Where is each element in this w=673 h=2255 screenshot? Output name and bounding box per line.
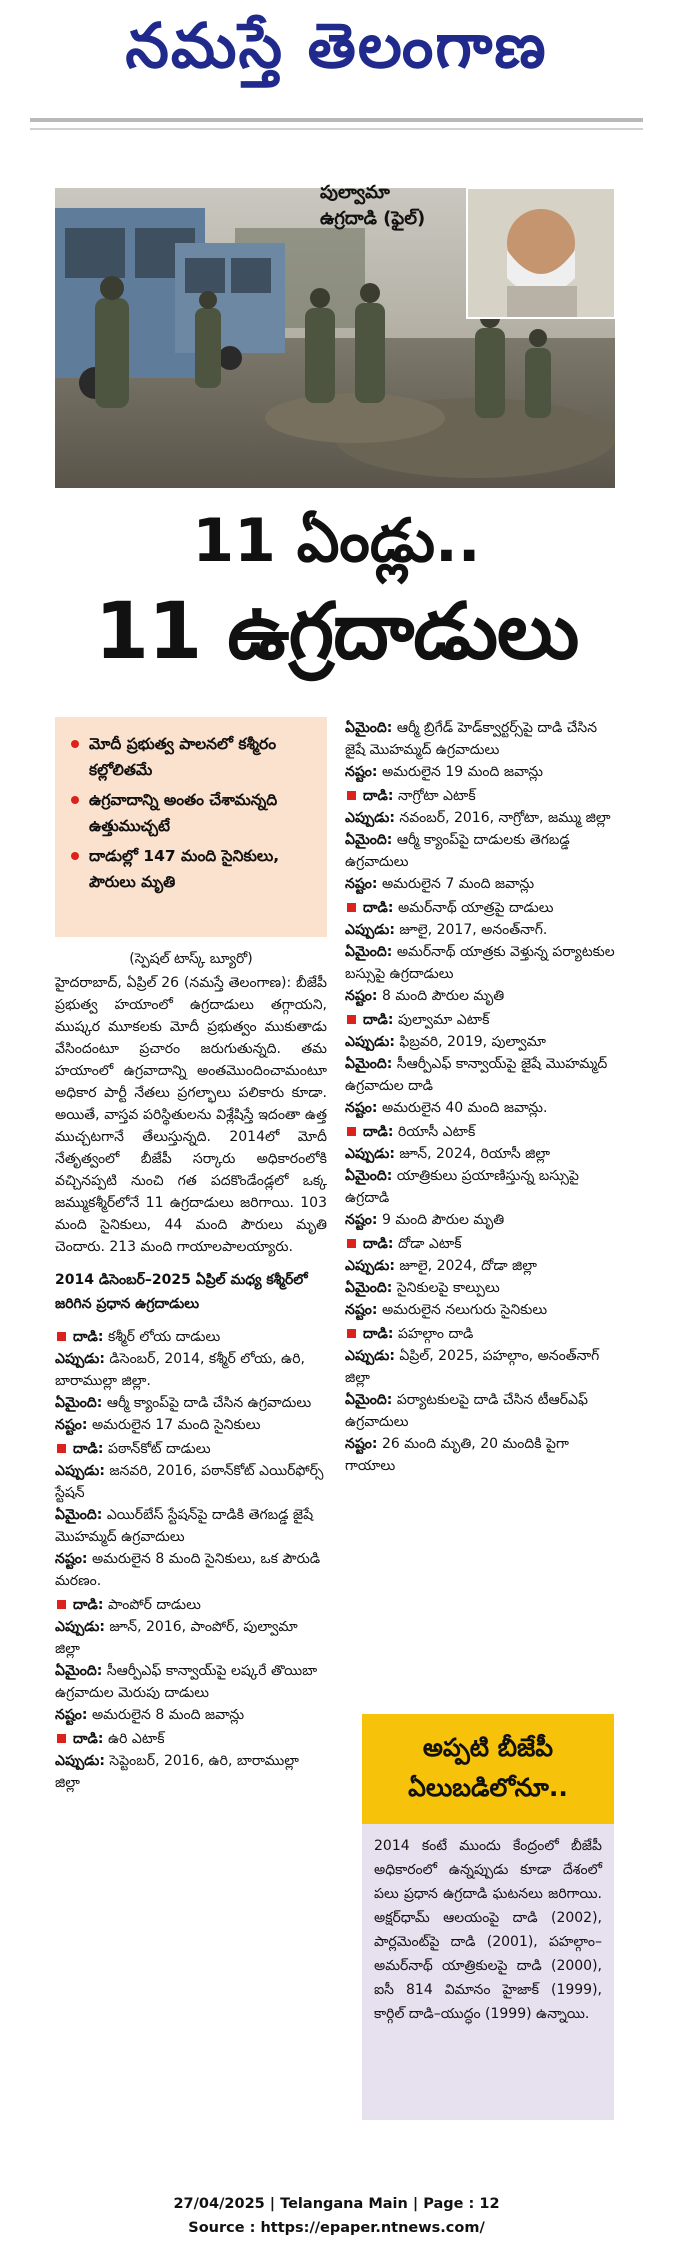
attack-type-value: ఉరి ఎటాక్ <box>107 1731 165 1747</box>
attack-entry <box>55 1728 327 1794</box>
attack-loss-label: నష్టం: <box>345 1212 378 1228</box>
footer-date-page: 27/04/2025 | Telangana Main | Page : 12 <box>173 2196 500 2212</box>
attack-loss <box>345 985 617 1007</box>
attack-what <box>345 1165 617 1209</box>
highlights-box <box>55 717 327 937</box>
attack-type-label: దాడి: <box>363 1326 394 1342</box>
attack-type <box>55 1728 327 1750</box>
attack-loss-value: అమరులైన నలుగురు సైనికులు <box>381 1302 548 1318</box>
byline: (స్పెషల్ టాస్క్ బ్యూరో) <box>129 951 253 967</box>
attack-loss-value: అమరులైన 7 మంది జవాన్లు <box>381 876 535 892</box>
attack-loss-value: అమరులైన 17 మంది సైనికులు <box>91 1417 261 1433</box>
attack-entry <box>345 1009 617 1119</box>
attack-entry <box>345 897 617 1007</box>
section-heading: 2014 డిసెంబర్–2025 ఏప్రిల్ మధ్య కశ్మీర్‌లో జరిగిన ప్రధాన ఉగ్రదాడులు <box>55 1272 308 1312</box>
page-footer <box>0 2192 673 2240</box>
attack-loss-value: అమరులైన 40 మంది జవాన్లు. <box>381 1100 548 1116</box>
sidebar-title: అప్పటి బీజేపీ ఏలుబడిలోనూ.. <box>362 1714 614 1824</box>
attack-when-value: జూలై, 2024, దోడా జిల్లా <box>399 1258 537 1274</box>
attack-loss-label: నష్టం: <box>345 764 378 780</box>
attack-when <box>345 919 617 941</box>
attack-loss-value: 26 మంది మృతి, 20 మందికి పైగా గాయాలు <box>345 1436 569 1474</box>
attack-when-label: ఎప్పుడు: <box>345 922 395 938</box>
attack-entry <box>345 785 617 895</box>
attack-what-label: ఏమైంది: <box>55 1663 103 1679</box>
attack-when-value: ఫిబ్రవరి, 2019, పుల్వామా <box>399 1034 546 1050</box>
attack-loss-value: 9 మంది పౌరుల మృతి <box>381 1212 505 1228</box>
attack-entry <box>55 1594 327 1726</box>
masthead-rule <box>30 118 643 122</box>
attack-when-value: జూలై, 2017, అనంత్‌నాగ్. <box>399 922 548 938</box>
attack-loss <box>345 1299 617 1321</box>
attack-when-value: జూన్, 2016, పాంపోర్, పుల్వామా జిల్లా <box>55 1619 298 1657</box>
attack-list-right <box>345 717 617 1477</box>
attack-what-label: ఏమైంది: <box>345 1056 393 1072</box>
attack-when <box>55 1750 327 1794</box>
attack-what <box>55 1392 327 1414</box>
footer-source: Source : https://epaper.ntnews.com/ <box>188 2220 485 2236</box>
attack-what-label: ఏమైంది: <box>345 1392 393 1408</box>
masthead <box>0 0 673 120</box>
attack-what <box>55 1660 327 1704</box>
article-column-left <box>55 948 327 1796</box>
attack-what <box>345 717 617 761</box>
attack-what <box>345 829 617 873</box>
attack-when-label: ఎప్పుడు: <box>55 1619 105 1635</box>
attack-when <box>345 1345 617 1389</box>
attack-loss-label: నష్టం: <box>345 988 378 1004</box>
attack-when-label: ఎప్పుడు: <box>345 1034 395 1050</box>
attack-list-left <box>55 1326 327 1794</box>
attack-when <box>55 1616 327 1660</box>
attack-loss-value: అమరులైన 8 మంది జవాన్లు <box>91 1707 245 1723</box>
attack-type <box>345 1009 617 1031</box>
attack-type-value: పహల్గాం దాడి <box>397 1326 474 1342</box>
attack-when-label: ఎప్పుడు: <box>345 1258 395 1274</box>
attack-type-value: పఠాన్‌కోట్ దాడులు <box>107 1441 211 1457</box>
headline-line-1: 11 ఏండ్లు.. <box>192 506 481 576</box>
attack-what-value: అమర్‌నాథ్ యాత్రకు వెళ్తున్న పర్యాటకుల బస్సుపై ఉగ్రదాడులు <box>345 944 615 982</box>
attack-when-value: డిసెంబర్, 2014, కశ్మీర్ లోయ, ఉరి, బారాముల్లా జిల్లా. <box>55 1351 305 1389</box>
attack-type-label: దాడి: <box>363 788 394 804</box>
sidebar-body: 2014 కంటే ముందు కేంద్రంలో బీజేపీ అధికారంలో ఉన్నప్పుడు కూడా దేశంలో పలు ప్రధాన ఉగ్రదాడి ఘటనలు జరిగాయి. అక్షర్‌ధామ్ ఆలయంపై దాడి (2002), పార్లమెంట్‌పై దాడి (2001), పహల్గాం–అమర్‌నాథ్ యాత్రికులపై దాడి (2000), ఐసీ 814 విమానం హైజాక్ (1999), కార్గిల్ దాడి–యుద్ధం (1999) ఉన్నాయి. <box>362 1824 614 2120</box>
attack-loss <box>345 873 617 895</box>
attack-loss-label: నష్టం: <box>345 876 378 892</box>
attack-loss-label: నష్టం: <box>55 1551 88 1567</box>
highlight-item: మోదీ ప్రభుత్వ పాలనలో కశ్మీరం కల్లోలితమే <box>69 731 317 783</box>
attack-type-value: నాగ్రోటా ఎటాక్ <box>397 788 476 804</box>
attack-when <box>345 1143 617 1165</box>
attack-type-label: దాడి: <box>363 1124 394 1140</box>
attack-what-value: ఎయిర్‌బేస్ స్టేషన్‌పై దాడికి తెగబడ్డ జైషే మొహమ్మద్ ఉగ్రవాదులు <box>55 1507 314 1545</box>
attack-loss-label: నష్టం: <box>55 1417 88 1433</box>
attack-what-value: యాత్రికులు ప్రయాణిస్తున్న బస్సుపై ఉగ్రదాడి <box>345 1168 579 1206</box>
attack-type-label: దాడి: <box>363 900 394 916</box>
highlight-item: దాడుల్లో 147 మంది సైనికులు, పౌరులు మృతి <box>69 843 317 895</box>
attack-type <box>55 1326 327 1348</box>
attack-when-label: ఎప్పుడు: <box>55 1351 105 1367</box>
attack-type-value: అమర్‌నాథ్ యాత్రపై దాడులు <box>397 900 554 916</box>
attack-loss <box>55 1704 327 1726</box>
attack-when-value: నవంబర్, 2016, నాగ్రోటా, జమ్ము జిల్లా <box>399 810 611 826</box>
attack-what-value: సీఆర్పీఎఫ్ కాన్వాయ్‌పై జైషే మొహమ్మద్ ఉగ్రవాదుల దాడి <box>345 1056 608 1094</box>
attack-entry <box>55 1438 327 1592</box>
attack-type-value: రియాసీ ఎటాక్ <box>397 1124 476 1140</box>
attack-what <box>345 941 617 985</box>
photo-caption <box>320 180 490 232</box>
attack-type-value: కశ్మీర్ లోయ దాడులు <box>107 1329 221 1345</box>
attack-type-label: దాడి: <box>73 1731 104 1747</box>
attack-type <box>345 1233 617 1255</box>
attack-loss <box>345 761 617 783</box>
highlight-item: ఉగ్రవాదాన్ని అంతం చేశామన్నది ఉత్తుముచ్చటే <box>69 787 317 839</box>
attack-entry <box>345 1233 617 1321</box>
attack-type <box>55 1438 327 1460</box>
attack-when-value: జూన్, 2024, రియాసీ జిల్లా <box>399 1146 551 1162</box>
attack-when-label: ఎప్పుడు: <box>345 810 395 826</box>
attack-loss <box>345 1433 617 1477</box>
attack-what-value: సైనికులపై కాల్పులు <box>396 1280 500 1296</box>
masthead-rule-thin <box>30 128 643 130</box>
attack-type-value: పుల్వామా ఎటాక్ <box>397 1012 490 1028</box>
attack-what-value: పర్యాటకులపై దాడి చేసిన టీఆర్‌ఎఫ్ ఉగ్రవాదులు <box>345 1392 588 1430</box>
attack-when-label: ఎప్పుడు: <box>345 1146 395 1162</box>
attack-type <box>55 1594 327 1616</box>
attack-what <box>345 1389 617 1433</box>
attack-loss <box>345 1097 617 1119</box>
attack-when-label: ఎప్పుడు: <box>55 1463 105 1479</box>
attack-loss <box>345 1209 617 1231</box>
attack-what-value: ఆర్మీ క్యాంప్‌పై దాడి చేసిన ఉగ్రవాదులు <box>106 1395 312 1411</box>
attack-when <box>55 1348 327 1392</box>
attack-what-label: ఏమైంది: <box>55 1395 103 1411</box>
attack-when-value: ఏప్రిల్, 2025, పహల్గాం, అనంత్‌నాగ్ జిల్లా <box>345 1348 600 1386</box>
attack-loss-value: అమరులైన 8 మంది సైనికులు, ఒక పౌరుడి మరణం. <box>55 1551 321 1589</box>
attack-type-label: దాడి: <box>73 1441 104 1457</box>
attack-loss-label: నష్టం: <box>55 1707 88 1723</box>
attack-when-label: ఎప్పుడు: <box>55 1753 105 1769</box>
attack-when-value: సెప్టెంబర్, 2016, ఉరి, బారాముల్లా జిల్లా <box>55 1753 299 1791</box>
attack-when <box>345 1031 617 1053</box>
attack-what-value: ఆర్మీ క్యాంప్‌పై దాడులకు తెగబడ్డ ఉగ్రవాదులు <box>345 832 570 870</box>
attack-type-label: దాడి: <box>363 1012 394 1028</box>
attack-what-label: ఏమైంది: <box>345 944 393 960</box>
attack-entry <box>345 717 617 783</box>
attack-what-label: ఏమైంది: <box>345 832 393 848</box>
photo-caption-line: ఉగ్రదాడి (ఫైల్) <box>320 208 426 229</box>
attack-what-value: సీఆర్పీఎఫ్ కాన్వాయ్‌పై లష్కరే తొయిబా ఉగ్రవాదుల మెరుపు దాడులు <box>55 1663 318 1701</box>
attack-type-label: దాడి: <box>73 1597 104 1613</box>
attack-what <box>345 1277 617 1299</box>
attack-entry <box>345 1323 617 1477</box>
attack-type-label: దాడి: <box>73 1329 104 1345</box>
attack-type-value: పాంపోర్ దాడులు <box>107 1597 201 1613</box>
attack-type-value: దోడా ఎటాక్ <box>397 1236 462 1252</box>
attack-what <box>55 1504 327 1548</box>
attack-entry <box>55 1326 327 1436</box>
attack-loss <box>55 1548 327 1592</box>
news-photo <box>55 188 615 488</box>
attack-when-value: జనవరి, 2016, పఠాన్‌కోట్ ఎయిర్‌ఫోర్స్ స్టేషన్ <box>55 1463 324 1501</box>
attack-loss <box>55 1414 327 1436</box>
attack-type <box>345 1323 617 1345</box>
headline <box>30 500 643 682</box>
attack-what-label: ఏమైంది: <box>55 1507 103 1523</box>
attack-when-label: ఎప్పుడు: <box>345 1348 395 1364</box>
attack-loss-value: 8 మంది పౌరుల మృతి <box>381 988 505 1004</box>
headline-line-2: 11 ఉగ్రదాడులు <box>94 587 579 677</box>
attack-what <box>345 1053 617 1097</box>
article-column-right <box>345 717 617 1479</box>
attack-loss-label: నష్టం: <box>345 1436 378 1452</box>
attack-what-label: ఏమైంది: <box>345 720 393 736</box>
article-body: హైదరాబాద్, ఏప్రిల్ 26 (నమస్తే తెలంగాణ): బీజేపీ ప్రభుత్వ హయాంలో ఉగ్రదాడులు తగ్గాయని, ముష్కర మూకలకు మోదీ ప్రభుత్వం ముకుతాడు వేసిందంటూ ప్రచారం జరుగుతున్నది. తమ హయాంలో ఉగ్రవాదాన్ని అంతమొందించామంటూ అధికార పార్టీ నేతలు ప్రగల్భాలు పలికారు కూడా. అయితే, వాస్తవ పరిస్థితులను విశ్లేషిస్తే ఇదంతా ఉత్త ముచ్చటగానే తేలుస్తున్నది. 2014లో మోదీ నేతృత్వంలో బీజేపీ సర్కారు అధికారంలోకి వచ్చినప్పటి నుంచి గత పదకొండేండ్లలో ఒక్క జమ్ముకశ్మీర్‌లోనే 11 ఉగ్రదాడులు జరిగాయి. 103 మంది సైనికులు, 44 మంది పౌరులు మృతి చెందారు. 213 మంది గాయాలపాలయ్యారు. <box>55 975 327 1255</box>
attack-when <box>345 1255 617 1277</box>
attack-what-label: ఏమైంది: <box>345 1168 393 1184</box>
photo-caption-line: పుల్వామా <box>320 182 390 203</box>
attack-what-label: ఏమైంది: <box>345 1280 393 1296</box>
attack-loss-value: అమరులైన 19 మంది జవాన్లు <box>381 764 543 780</box>
attack-what-value: ఆర్మీ బ్రిగేడ్ హెడ్‌క్వార్టర్స్‌పై దాడి చేసిన జైషే మొహమ్మద్ ఉగ్రవాదులు <box>345 720 598 758</box>
attack-type-label: దాడి: <box>363 1236 394 1252</box>
attack-type <box>345 897 617 919</box>
attack-loss-label: నష్టం: <box>345 1302 378 1318</box>
newspaper-logo: నమస్తే తెలంగాణ <box>125 9 548 82</box>
attack-when <box>345 807 617 829</box>
attack-type <box>345 1121 617 1143</box>
attack-entry <box>345 1121 617 1231</box>
attack-type <box>345 785 617 807</box>
attack-when <box>55 1460 327 1504</box>
attack-loss-label: నష్టం: <box>345 1100 378 1116</box>
